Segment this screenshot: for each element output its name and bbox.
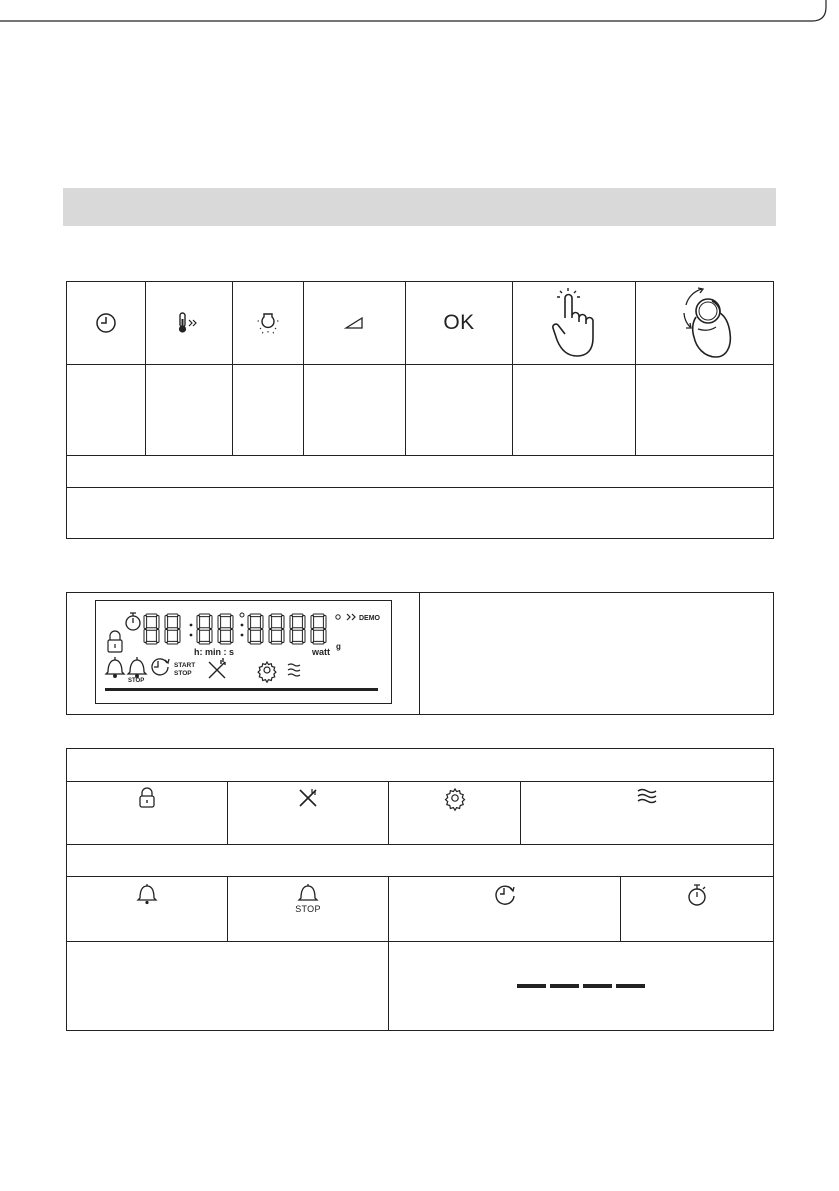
lcd-segment	[292, 614, 303, 617]
lcd-segment	[167, 641, 178, 644]
lcd-segment	[144, 630, 147, 643]
lcd-segment	[218, 616, 221, 629]
lcd-segment	[144, 616, 147, 629]
lcd-description-cell	[420, 593, 774, 715]
steam-symbol-cell	[521, 782, 774, 845]
lcd-segment	[248, 630, 251, 643]
lcd-segment	[197, 616, 200, 629]
temperature-cell	[146, 282, 233, 365]
ok-label: OK	[443, 311, 475, 334]
temperature-fast-heat-icon	[176, 311, 202, 335]
dash-segment	[583, 984, 612, 988]
touch-cell	[513, 282, 636, 365]
lock-icon	[138, 788, 156, 808]
knob-desc	[636, 365, 774, 456]
knob-turn-hand-icon	[676, 287, 734, 359]
lcd-segment	[220, 628, 231, 631]
cutlery-icon	[298, 788, 318, 808]
lcd-segment	[209, 630, 212, 643]
clock-desc	[67, 365, 146, 456]
ramp-cell	[304, 282, 406, 365]
temperature-desc	[146, 365, 233, 456]
lcd-cutlery-icon	[209, 658, 225, 678]
ok-cell	[406, 282, 513, 365]
lcd-segment	[146, 614, 157, 617]
lcd-segment	[218, 630, 221, 643]
display-symbols-table	[66, 748, 774, 1031]
lcd-segment	[311, 630, 314, 643]
dash-row	[389, 984, 773, 988]
lcd-segment	[323, 630, 326, 643]
lcd-segment	[165, 630, 168, 643]
lcd-segment	[269, 616, 272, 629]
bell-icon	[137, 883, 157, 905]
lcd-digit	[269, 614, 284, 644]
lcd-segment	[209, 616, 212, 629]
lcd-stop-label: STOP	[174, 670, 192, 677]
lcd-segments	[95, 600, 392, 704]
clock-icon	[95, 312, 117, 334]
lcd-segment	[165, 616, 168, 629]
lcd-segment	[230, 630, 233, 643]
symbols-subheader-row	[67, 845, 774, 877]
lcd-degree-mark-2	[336, 615, 340, 619]
lcd-segment	[313, 614, 324, 617]
lcd-segment	[156, 616, 159, 629]
cutlery-symbol-cell	[228, 782, 389, 845]
lcd-segment	[197, 630, 200, 643]
lcd-digit	[290, 614, 305, 644]
lcd-lock-icon	[108, 631, 122, 652]
lcd-segment	[271, 628, 282, 631]
lcd-segment	[230, 616, 233, 629]
lcd-start-label: START	[174, 662, 196, 669]
lcd-segment	[146, 641, 157, 644]
lcd-segment	[199, 628, 210, 631]
knob-cell	[636, 282, 774, 365]
lcd-segment	[323, 616, 326, 629]
ok-desc	[406, 365, 513, 456]
lcd-demo-label: DEMO	[359, 615, 380, 622]
controls-note-row-2	[67, 488, 774, 539]
lcd-segment	[290, 616, 293, 629]
clock-cell	[67, 282, 146, 365]
symbols-footer-right	[389, 942, 774, 1031]
oven-lamp-icon	[257, 311, 279, 335]
lcd-digit	[197, 614, 212, 644]
symbols-footer-left	[67, 942, 389, 1031]
lcd-segment	[199, 614, 210, 617]
lcd-segment	[260, 630, 263, 643]
end-time-symbol-cell	[389, 877, 621, 942]
lcd-segment	[250, 628, 261, 631]
lcd-segment	[146, 628, 157, 631]
stopwatch-icon	[687, 883, 707, 907]
gear-icon	[445, 788, 465, 808]
lcd-segment	[250, 614, 261, 617]
lcd-segment	[167, 628, 178, 631]
lcd-segment	[220, 641, 231, 644]
lamp-desc	[233, 365, 304, 456]
steam-waves-icon	[637, 788, 657, 804]
bell-stop-symbol-cell	[228, 877, 389, 942]
controls-table	[66, 281, 774, 539]
lcd-hms-label: h: min : s	[194, 647, 234, 657]
lcd-bell-stop-label: STOP	[128, 678, 145, 684]
lcd-segment	[156, 630, 159, 643]
bell-stop-label: STOP	[295, 904, 321, 914]
gear-symbol-cell	[389, 782, 521, 845]
lcd-segment	[260, 616, 263, 629]
lcd-segment	[199, 641, 210, 644]
lcd-segment	[250, 641, 261, 644]
lcd-segment	[290, 630, 293, 643]
lcd-segment	[167, 614, 178, 617]
lcd-segment	[177, 630, 180, 643]
lcd-segment	[292, 628, 303, 631]
lcd-digit	[248, 614, 263, 644]
lcd-segment	[313, 628, 324, 631]
lcd-segment	[281, 630, 284, 643]
lcd-bell-stop-icon	[128, 657, 146, 677]
lcd-segment	[311, 616, 314, 629]
lcd-end-time-icon	[152, 659, 169, 675]
bell-symbol-cell	[67, 877, 228, 942]
lcd-segment	[220, 614, 231, 617]
lcd-segment	[271, 641, 282, 644]
top-rule	[0, 0, 839, 24]
bell-stop-icon	[298, 883, 318, 903]
lcd-segment	[302, 616, 305, 629]
lcd-segment	[302, 630, 305, 643]
lcd-digit	[165, 614, 180, 644]
dash-segment	[616, 984, 645, 988]
touch-hand-icon	[551, 288, 597, 358]
lcd-segment	[313, 641, 324, 644]
lcd-progress-bar	[105, 688, 378, 691]
lcd-digit	[311, 614, 326, 644]
lcd-g-label: g	[336, 642, 341, 651]
stopwatch-symbol-cell	[621, 877, 774, 942]
touch-desc	[513, 365, 636, 456]
lcd-gear-icon	[258, 662, 276, 682]
symbols-header-row	[67, 749, 774, 782]
dash-segment	[550, 984, 579, 988]
lcd-segment	[292, 641, 303, 644]
end-time-clock-icon	[494, 883, 516, 905]
section-header-band	[63, 188, 776, 226]
dash-segment	[517, 984, 546, 988]
lcd-segment	[269, 630, 272, 643]
lcd-steam-icon	[288, 664, 300, 676]
lcd-segment	[281, 616, 284, 629]
lcd-segment	[248, 616, 251, 629]
ramp-icon	[344, 316, 366, 330]
lcd-degree-mark	[240, 613, 244, 617]
lcd-watt-label: watt	[312, 647, 330, 657]
lcd-digit	[144, 614, 159, 644]
lcd-fast-heat-icon	[347, 614, 355, 620]
controls-note-row-1	[67, 456, 774, 488]
lcd-digit	[218, 614, 233, 644]
lcd-segment	[271, 614, 282, 617]
lcd-stopwatch-icon	[126, 613, 140, 630]
lamp-cell	[233, 282, 304, 365]
lcd-digit-group	[144, 614, 326, 644]
lcd-segment	[177, 616, 180, 629]
lcd-bell-icon	[106, 657, 124, 677]
lock-symbol-cell	[67, 782, 228, 845]
ramp-desc	[304, 365, 406, 456]
